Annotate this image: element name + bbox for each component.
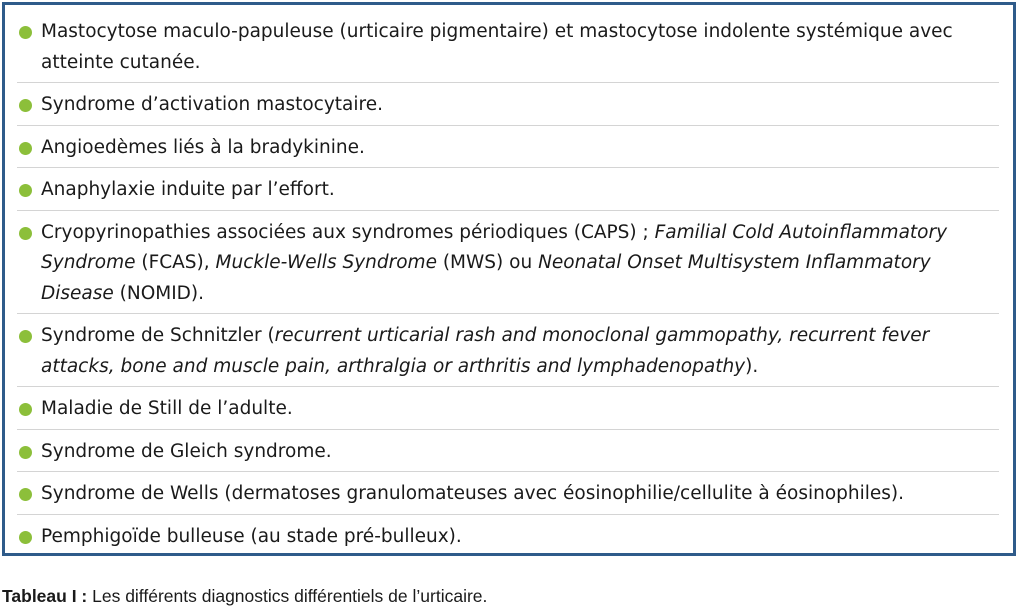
item-text: (MWS) ou <box>436 252 539 273</box>
item-text: Cryopyrinopathies associées aux syndromes périodiques (CAPS) ; <box>41 221 655 243</box>
item-text: Pemphigoïde bulleuse (au stade pré-bulleux). <box>41 525 462 547</box>
item-text: Mastocytose maculo-papuleuse (urticaire pigmentaire) et mastocytose indolente systémique avec atteinte cutanée. <box>41 21 953 73</box>
item-text: Syndrome de Wells (dermatoses granulomateuses avec éosinophilie/cellulite à éosinophiles). <box>41 483 905 504</box>
bullet-icon <box>19 446 32 459</box>
item-text: Maladie de Still de l’adulte. <box>41 398 293 419</box>
list-item <box>17 175 999 211</box>
bullet-icon <box>19 26 32 39</box>
bullet-icon <box>19 184 32 197</box>
italic-text: Familial Cold Autoinflammatory Syndrome <box>41 221 948 273</box>
caption-text: Les différents diagnostics différentiels de l’urticaire. <box>87 586 488 606</box>
item-text: Angioedèmes liés à la bradykinine. <box>41 136 365 158</box>
diagnosis-list <box>17 17 999 556</box>
list-item <box>17 218 999 315</box>
italic-text: recurrent urticarial rash and monoclonal gammopathy, recurrent fever attacks, bone and muscle pain, arthralgia or arthritis and lymphadenopathy <box>41 325 930 377</box>
bullet-icon <box>19 142 32 155</box>
bullet-icon <box>19 330 32 343</box>
list-item <box>17 17 999 83</box>
caption-label: Tableau I : <box>2 586 88 606</box>
bullet-icon <box>19 99 32 112</box>
bullet-icon <box>19 531 32 544</box>
item-text: Anaphylaxie induite par l’effort. <box>41 179 335 200</box>
bullet-icon <box>19 227 32 240</box>
italic-text: Muckle-Wells Syndrome <box>215 252 437 273</box>
item-text: (NOMID). <box>113 282 205 304</box>
table-caption <box>2 586 487 607</box>
differential-diagnosis-table <box>2 2 1016 556</box>
item-text: (FCAS), <box>135 252 216 273</box>
item-text: Syndrome d’activation mastocytaire. <box>41 94 383 115</box>
item-text: ). <box>745 355 759 377</box>
list-item <box>17 394 999 430</box>
italic-text: Neonatal Onset Multisystem Inflammatory Disease <box>41 252 931 304</box>
item-text: Syndrome de Gleich syndrome. <box>41 440 332 462</box>
list-item <box>17 321 999 387</box>
list-item <box>17 437 999 473</box>
item-text: Syndrome de Schnitzler ( <box>41 325 275 346</box>
bullet-icon <box>19 488 32 501</box>
list-item <box>17 133 999 169</box>
bullet-icon <box>19 403 32 416</box>
list-item <box>17 522 999 557</box>
list-item <box>17 479 999 515</box>
list-item <box>17 90 999 126</box>
